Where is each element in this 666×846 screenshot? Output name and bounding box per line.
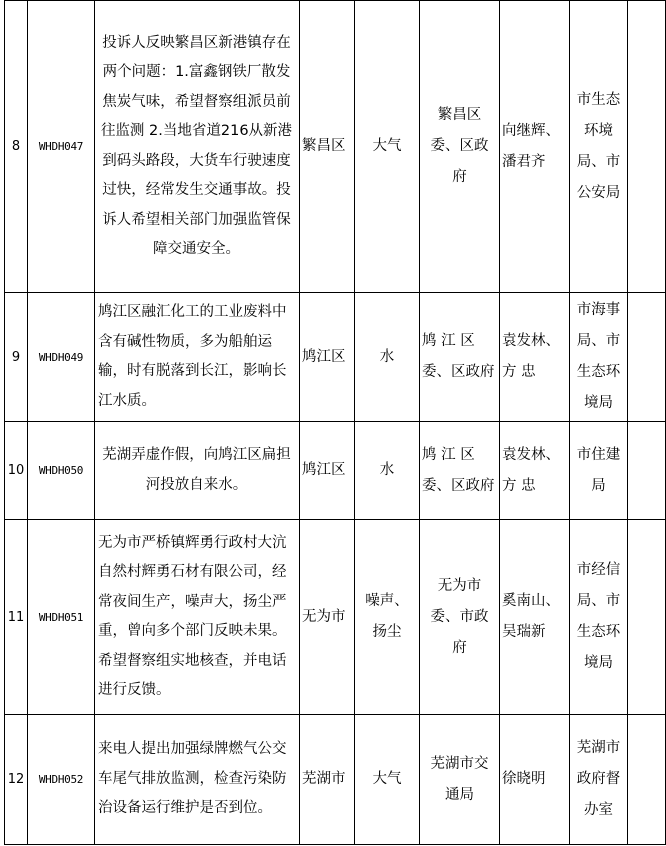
handling-departments: 芜湖市政府督办室 — [570, 715, 628, 845]
handling-departments: 市生态环境局、市公安局 — [570, 1, 628, 293]
remarks-cell — [628, 422, 666, 520]
row-index: 11 — [5, 520, 28, 715]
case-code: WHDH051 — [28, 520, 95, 715]
responsible-unit: 芜湖市交通局 — [420, 715, 500, 845]
responsible-unit: 繁昌区委、区政府 — [420, 1, 500, 293]
row-index: 12 — [5, 715, 28, 845]
remarks-cell — [628, 520, 666, 715]
responsible-persons: 袁发林、方 忠 — [500, 422, 570, 520]
case-description: 鸠江区融汇化工的工业废料中含有碱性物质，多为船舶运输，时有脱落到长江，影响长江水质。 — [95, 293, 300, 422]
district: 鸠江区 — [300, 422, 355, 520]
table-row — [5, 293, 666, 422]
remarks-cell — [628, 293, 666, 422]
district: 繁昌区 — [300, 1, 355, 293]
table-row — [5, 715, 666, 845]
case-code: WHDH052 — [28, 715, 95, 845]
case-description: 投诉人反映繁昌区新港镇存在两个问题：1.富鑫钢铁厂散发焦炭气味，希望督察组派员前往监测 2.当地省道216从新港到码头路段，大货车行驶速度过快，经常发生交通事故。投诉人希望相关部门加强监管保障交通安全。 — [95, 1, 300, 293]
district: 鸠江区 — [300, 293, 355, 422]
case-code: WHDH049 — [28, 293, 95, 422]
table-row — [5, 422, 666, 520]
responsible-persons: 徐晓明 — [500, 715, 570, 845]
responsible-persons: 向继辉、潘君齐 — [500, 1, 570, 293]
handling-departments: 市海事局、市生态环境局 — [570, 293, 628, 422]
row-index: 8 — [5, 1, 28, 293]
case-code: WHDH050 — [28, 422, 95, 520]
responsible-unit: 鸠 江 区委、区政府 — [420, 293, 500, 422]
district: 芜湖市 — [300, 715, 355, 845]
pollution-type: 大气 — [355, 1, 420, 293]
pollution-type: 噪声、扬尘 — [355, 520, 420, 715]
case-code: WHDH047 — [28, 1, 95, 293]
pollution-type: 水 — [355, 422, 420, 520]
complaints-table — [4, 0, 666, 845]
pollution-type: 水 — [355, 293, 420, 422]
handling-departments: 市住建局 — [570, 422, 628, 520]
table-row — [5, 520, 666, 715]
remarks-cell — [628, 1, 666, 293]
case-description: 来电人提出加强绿牌燃气公交车尾气排放监测，检查污染防治设备运行维护是否到位。 — [95, 715, 300, 845]
case-description: 芜湖弄虚作假，向鸠江区扁担河投放自来水。 — [95, 422, 300, 520]
table-row — [5, 1, 666, 293]
responsible-unit: 无为市委、市政府 — [420, 520, 500, 715]
responsible-persons: 奚南山、吴瑞新 — [500, 520, 570, 715]
pollution-type: 大气 — [355, 715, 420, 845]
responsible-unit: 鸠 江 区委、区政府 — [420, 422, 500, 520]
row-index: 9 — [5, 293, 28, 422]
district: 无为市 — [300, 520, 355, 715]
handling-departments: 市经信局、市生态环境局 — [570, 520, 628, 715]
case-description: 无为市严桥镇辉勇行政村大沆自然村辉勇石材有限公司，经常夜间生产，噪声大，扬尘严重，曾向多个部门反映未果。希望督察组实地核查，并电话进行反馈。 — [95, 520, 300, 715]
remarks-cell — [628, 715, 666, 845]
row-index: 10 — [5, 422, 28, 520]
responsible-persons: 袁发林、方 忠 — [500, 293, 570, 422]
